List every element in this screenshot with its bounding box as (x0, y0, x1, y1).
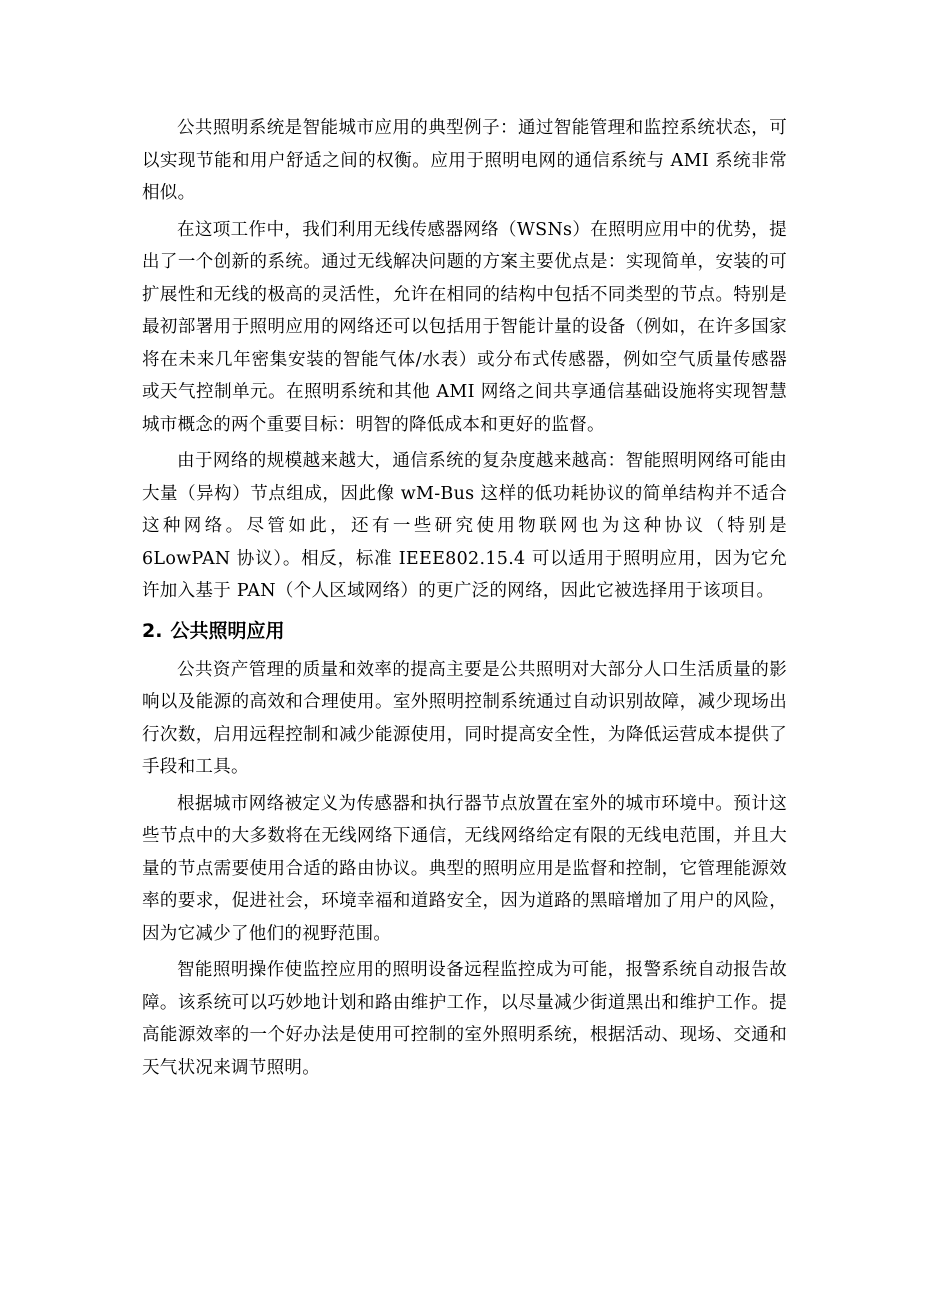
paragraph-intro-1: 公共照明系统是智能城市应用的典型例子：通过智能管理和监控系统状态，可以实现节能和用户舒适之间的权衡。应用于照明电网的通信系统与 AMI 系统非常相似。 (142, 118, 787, 203)
section-heading (142, 614, 787, 648)
document-page (142, 112, 787, 1088)
paragraph-section-3: 智能照明操作使监控应用的照明设备远程监控成为可能，报警系统自动报告故障。该系统可以巧妙地计划和路由维护工作，以尽量减少街道黑出和维护工作。提高能源效率的一个好办法是使用可控制的室外照明系统，根据活动、现场、交通和天气状况来调节照明。 (142, 960, 787, 1078)
paragraph-intro-2: 在这项工作中，我们利用无线传感器网络（WSNs）在照明应用中的优势，提出了一个创新的系统。通过无线解决问题的方案主要优点是：实现简单，安装的可扩展性和无线的极高的灵活性，允许在相同的结构中包括不同类型的节点。特别是最初部署用于照明应用的网络还可以包括用于智能计量的设备（例如，在许多国家将在未来几年密集安装的智能气体/水表）或分布式传感器，例如空气质量传感器或天气控制单元。在照明系统和其他 AMI 网络之间共享通信基础设施将实现智慧城市概念的两个重要目标：明智的降低成本和更好的监督。 (142, 219, 787, 435)
paragraph-section-2: 根据城市网络被定义为传感器和执行器节点放置在室外的城市环境中。预计这些节点中的大多数将在无线网络下通信，无线网络给定有限的无线电范围，并且大量的节点需要使用合适的路由协议。典型的照明应用是监督和控制，它管理能源效率的要求，促进社会，环境幸福和道路安全，因为道路的黑暗增加了用户的风险，因为它减少了他们的视野范围。 (142, 793, 787, 944)
paragraph-section-1: 公共资产管理的质量和效率的提高主要是公共照明对大部分人口生活质量的影响以及能源的高效和合理使用。室外照明控制系统通过自动识别故障，减少现场出行次数，启用远程控制和减少能源使用，同时提高安全性，为降低运营成本提供了手段和工具。 (142, 659, 787, 777)
section-title: 公共照明应用 (170, 619, 285, 642)
section-number: 2. (142, 619, 163, 642)
paragraph-intro-3: 由于网络的规模越来越大，通信系统的复杂度越来越高：智能照明网络可能由大量（异构）节点组成，因此像 wM-Bus 这样的低功耗协议的简单结构并不适合这种网络。尽管如此，还有一些研究使用物联网也为这种协议（特别是 6LowPAN 协议）。相反，标准 IEEE802.15.4 可以适用于照明应用，因为它允许加入基于 PAN（个人区域网络）的更广泛的网络，因此它被选择用于该项目。 (142, 451, 787, 601)
